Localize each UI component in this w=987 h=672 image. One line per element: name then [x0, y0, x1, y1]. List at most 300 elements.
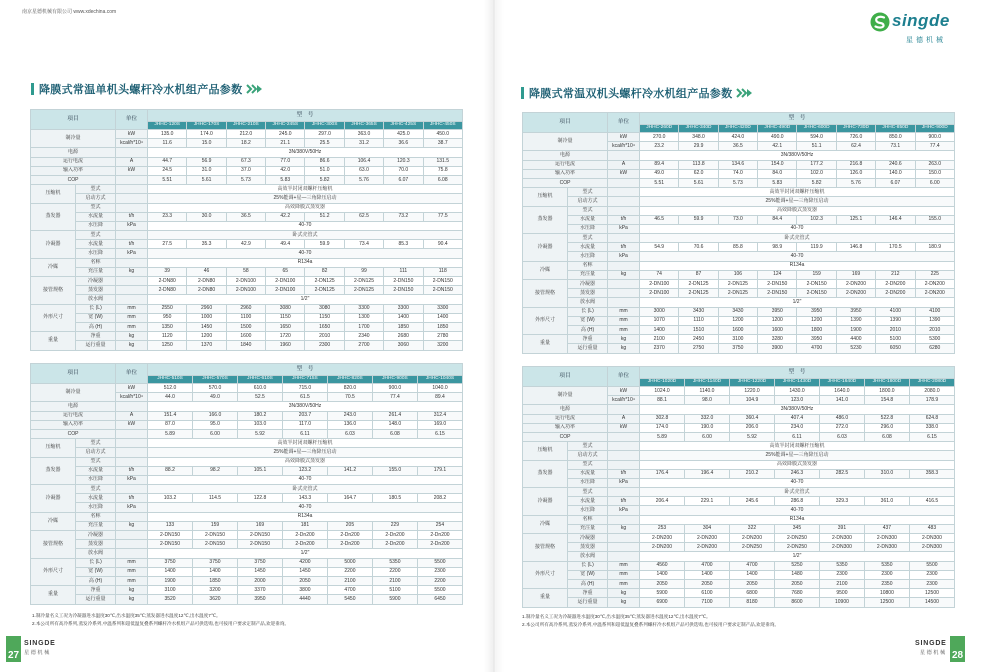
unit-cell: kg: [116, 595, 148, 604]
row-label: 外形尺寸: [523, 561, 568, 589]
value-cell: 99: [344, 267, 383, 276]
unit-header: 单位: [116, 110, 148, 130]
unit-cell: kg: [116, 586, 148, 595]
table-row: [31, 549, 463, 558]
value-cell: 2370: [640, 344, 679, 353]
value-cell: 1390: [876, 316, 915, 325]
unit-cell: kPa: [116, 475, 148, 484]
row-label: 运行电流: [523, 414, 608, 423]
value-cell: 296.0: [864, 423, 909, 432]
value-cell: 2010: [915, 325, 954, 334]
value-cell: 75.8: [423, 166, 462, 175]
unit-cell: [116, 429, 148, 438]
unit-cell: kg: [608, 598, 640, 607]
value-cell: 1140.0: [685, 387, 730, 396]
row-label: 电源: [523, 151, 608, 160]
unit-cell: kPa: [116, 503, 148, 512]
model-header: JHHC-120S: [148, 122, 187, 130]
table-row: [523, 524, 955, 533]
span-value-cell: 卧式壳管式: [148, 231, 463, 240]
value-cell: 113.8: [679, 160, 718, 169]
value-cell: 2010: [305, 332, 344, 341]
row-label: 重量: [31, 332, 76, 350]
value-cell: 2-DN300: [864, 543, 909, 552]
value-cell: 302.8: [640, 414, 685, 423]
unit-cell: [116, 439, 148, 448]
value-cell: 1800.0: [864, 387, 909, 396]
value-cell: 106.4: [344, 157, 383, 166]
value-cell: 88.2: [148, 466, 193, 475]
value-cell: 10800: [864, 589, 909, 598]
row-sublabel: 水流量: [76, 466, 116, 475]
value-cell: 4100: [915, 307, 954, 316]
row-label: 压缩机: [523, 188, 568, 206]
value-cell: 73.0: [718, 215, 757, 224]
value-cell: 1700: [344, 322, 383, 331]
span-value-cell: 3N/380V/50Hz: [640, 405, 955, 414]
value-cell: 44.0: [148, 393, 193, 402]
value-cell: 437: [864, 524, 909, 533]
value-cell: 5.82: [797, 178, 836, 187]
value-cell: 5.83: [758, 178, 797, 187]
model-header: JHHC-715S: [282, 376, 327, 384]
value-cell: 610.0: [237, 384, 282, 393]
value-cell: 104.9: [729, 396, 774, 405]
table-row: [523, 243, 955, 252]
unit-cell: mm: [608, 325, 640, 334]
table-row: [31, 429, 463, 438]
value-cell: 2-Dn200: [372, 540, 417, 549]
value-cell: 84.4: [758, 215, 797, 224]
value-cell: 123.2: [282, 466, 327, 475]
value-cell: 2-DN150: [148, 540, 193, 549]
value-cell: 5450: [327, 595, 372, 604]
value-cell: 424.0: [718, 133, 757, 142]
value-cell: 62.0: [679, 169, 718, 178]
value-cell: 2-DN200: [729, 534, 774, 543]
value-cell: 1300: [344, 313, 383, 322]
row-sublabel: 水压降: [568, 478, 608, 487]
row-sublabel: 宽 (W): [568, 316, 608, 325]
title-arrows-icon: [246, 84, 264, 94]
footer-brand: [24, 640, 56, 656]
value-cell: 65: [266, 267, 305, 276]
value-cell: 6450: [417, 595, 462, 604]
row-sublabel: 名称: [76, 258, 116, 267]
unit-cell: kg: [116, 341, 148, 350]
value-cell: 77.5: [423, 212, 462, 221]
value-cell: 54.9: [640, 243, 679, 252]
value-cell: 512.0: [148, 384, 193, 393]
value-cell: 2-DN150: [148, 531, 193, 540]
row-sublabel: 型式: [568, 488, 608, 497]
value-cell: 272.0: [819, 423, 864, 432]
value-cell: 2-DN150: [384, 286, 423, 295]
row-sublabel: 水流量: [76, 240, 116, 249]
value-cell: 2050: [685, 579, 730, 588]
value-cell: 254: [417, 521, 462, 530]
value-cell: 2300: [909, 579, 954, 588]
value-cell: 42.0: [266, 166, 305, 175]
value-cell: 1400: [193, 567, 238, 576]
table-row: [31, 203, 463, 212]
value-cell: 3060: [384, 341, 423, 350]
row-sublabel: 水压降: [76, 249, 116, 258]
row-sublabel: 蒸发器: [76, 540, 116, 549]
table-row: [31, 240, 463, 249]
row-sublabel: 放水阀: [76, 295, 116, 304]
table-row: [31, 475, 463, 484]
value-cell: 7680: [774, 589, 819, 598]
value-cell: 2-DN150: [237, 531, 282, 540]
table-row: [31, 166, 463, 175]
row-label: 电源: [31, 402, 116, 411]
value-cell: 1510: [679, 325, 718, 334]
table-row: [31, 448, 463, 457]
value-cell: 12500: [864, 598, 909, 607]
value-cell: 2-Dn200: [282, 531, 327, 540]
value-cell: 5.73: [226, 175, 265, 184]
value-cell: 4200: [282, 558, 327, 567]
value-cell: 36.5: [718, 142, 757, 151]
value-cell: 2-DN300: [819, 534, 864, 543]
row-sublabel: 型式: [76, 231, 116, 240]
unit-cell: t/h: [116, 212, 148, 221]
value-cell: 117.0: [282, 420, 327, 429]
value-cell: 206.4: [640, 497, 685, 506]
value-cell: 1840: [226, 341, 265, 350]
unit-cell: [116, 549, 148, 558]
value-cell: 51.0: [305, 166, 344, 175]
value-cell: 88.1: [640, 396, 685, 405]
dual-compressor-spec-table-1: [522, 112, 955, 354]
footer-brand-cn: 星德机械: [919, 650, 947, 656]
row-label: 外形尺寸: [31, 558, 76, 586]
table-row: [31, 384, 463, 393]
value-cell: 2100: [372, 576, 417, 585]
row-sublabel: 水压降: [568, 506, 608, 515]
model-header: JHHC-610S: [237, 376, 282, 384]
unit-cell: [116, 175, 148, 184]
unit-cell: t/h: [608, 215, 640, 224]
value-cell: 5230: [836, 344, 875, 353]
value-cell: 2-DN300: [864, 534, 909, 543]
unit-cell: [116, 277, 148, 286]
value-cell: 304: [685, 524, 730, 533]
value-cell: 4560: [640, 561, 685, 570]
unit-cell: [608, 298, 640, 307]
table-row: [523, 451, 955, 460]
value-cell: 483: [909, 524, 954, 533]
value-cell: 62.5: [344, 212, 383, 221]
value-cell: 2-DN80: [187, 277, 226, 286]
table-row: [31, 286, 463, 295]
value-cell: 123.0: [774, 396, 819, 405]
left-notes: [32, 612, 289, 628]
model-header: JHHC-1020D: [640, 379, 685, 387]
value-cell: 570.0: [193, 384, 238, 393]
value-cell: 70.0: [384, 166, 423, 175]
value-cell: 87: [679, 270, 718, 279]
value-cell: 87.0: [148, 420, 193, 429]
value-cell: 2960: [226, 304, 265, 313]
value-cell: 243.0: [327, 411, 372, 420]
value-cell: 5500: [417, 558, 462, 567]
logo-swirl-icon: [870, 12, 890, 32]
value-cell: 98.0: [685, 396, 730, 405]
value-cell: 37.0: [226, 166, 265, 175]
value-cell: 850.0: [876, 133, 915, 142]
value-cell: 134.6: [718, 160, 757, 169]
table-row: [523, 515, 955, 524]
row-label: 输入功率: [523, 169, 608, 178]
table-row: [523, 344, 955, 353]
value-cell: 10900: [819, 598, 864, 607]
row-label: COP: [31, 429, 116, 438]
value-cell: 1400: [148, 567, 193, 576]
value-cell: 312.4: [417, 411, 462, 420]
span-value-cell: 40-70: [640, 478, 955, 487]
table-row: [31, 148, 463, 157]
unit-cell: kg: [116, 332, 148, 341]
row-label: 冷媒: [31, 258, 76, 276]
value-cell: 36.6: [384, 139, 423, 148]
unit-cell: [608, 488, 640, 497]
row-sublabel: 水压降: [568, 224, 608, 233]
value-cell: 210.2: [729, 469, 774, 478]
value-cell: 253: [640, 524, 685, 533]
value-cell: 1390: [836, 316, 875, 325]
value-cell: 6900: [640, 598, 685, 607]
row-sublabel: 长 (L): [76, 304, 116, 313]
row-sublabel: 水压降: [76, 221, 116, 230]
span-value-cell: 高效半封闭双螺杆压缩机: [640, 188, 955, 197]
value-cell: 176.4: [640, 469, 685, 478]
span-value-cell: R134a: [148, 258, 463, 267]
value-cell: 206.0: [729, 423, 774, 432]
unit-cell: mm: [608, 307, 640, 316]
span-value-cell: 卧式壳管式: [640, 488, 955, 497]
table-row: [523, 206, 955, 215]
value-cell: 6.07: [876, 178, 915, 187]
unit-cell: [608, 178, 640, 187]
table-row: [31, 258, 463, 267]
value-cell: 1400: [423, 313, 462, 322]
value-cell: 2200: [372, 567, 417, 576]
value-cell: 21.1: [266, 139, 305, 148]
row-label: 蒸发器: [523, 460, 568, 488]
left-section-title: [31, 82, 264, 96]
row-sublabel: 水流量: [76, 494, 116, 503]
page-number: 27: [6, 636, 21, 662]
value-cell: 67.3: [226, 157, 265, 166]
value-cell: 245.0: [266, 130, 305, 139]
unit-cell: kcal/h*10⁴: [116, 139, 148, 148]
value-cell: 5.76: [836, 178, 875, 187]
row-label: 压缩机: [523, 442, 568, 460]
span-value-cell: 高效降膜式蒸发器: [640, 460, 955, 469]
value-cell: 234.0: [774, 423, 819, 432]
value-cell: 155.0: [915, 215, 954, 224]
value-cell: 2340: [344, 332, 383, 341]
unit-cell: [608, 280, 640, 289]
value-cell: 820.0: [327, 384, 372, 393]
table-row: [523, 469, 955, 478]
row-sublabel: 水流量: [568, 497, 608, 506]
value-cell: 1200: [797, 316, 836, 325]
table-row: [523, 224, 955, 233]
value-cell: 2-Dn200: [327, 540, 372, 549]
unit-cell: kcal/h*10⁴: [608, 142, 640, 151]
value-cell: 122.8: [237, 494, 282, 503]
note-line: 1.制冷量名义工况为冷凝器进水温度30℃,出水温度35℃;蒸发器进水温度12℃,出水温度7℃。: [32, 613, 221, 618]
value-cell: 124: [758, 270, 797, 279]
table-row: [31, 249, 463, 258]
unit-cell: [116, 540, 148, 549]
value-cell: 106: [718, 270, 757, 279]
value-cell: 7100: [685, 598, 730, 607]
value-cell: 84.0: [758, 169, 797, 178]
table-row: [31, 341, 463, 350]
value-cell: 3900: [758, 344, 797, 353]
model-header: JHHC-1800D: [864, 379, 909, 387]
value-cell: 3750: [193, 558, 238, 567]
table-row: [523, 561, 955, 570]
value-cell: 286.8: [774, 497, 819, 506]
row-label: 制冷量: [31, 130, 116, 148]
value-cell: 5100: [372, 586, 417, 595]
value-cell: 2750: [679, 344, 718, 353]
value-cell: 2100: [640, 335, 679, 344]
unit-cell: kg: [608, 335, 640, 344]
unit-cell: [608, 261, 640, 270]
unit-cell: mm: [608, 316, 640, 325]
value-cell: 6.03: [819, 432, 864, 441]
value-cell: 1650: [266, 322, 305, 331]
unit-cell: [116, 286, 148, 295]
unit-cell: mm: [116, 567, 148, 576]
row-sublabel: 启动方式: [568, 197, 608, 206]
row-label: 冷凝器: [31, 231, 76, 259]
value-cell: 155.0: [372, 466, 417, 475]
row-label: 冷凝器: [523, 234, 568, 262]
table-row: [523, 280, 955, 289]
value-cell: 5.51: [148, 175, 187, 184]
row-label: 蒸发器: [31, 457, 76, 485]
value-cell: 900.0: [915, 133, 954, 142]
value-cell: 180.9: [915, 243, 954, 252]
value-cell: 150.0: [915, 169, 954, 178]
title-arrows-icon: [736, 88, 754, 98]
value-cell: 2-DN150: [758, 280, 797, 289]
value-cell: 1850: [423, 322, 462, 331]
value-cell: 263.0: [915, 160, 954, 169]
value-cell: 151.4: [148, 411, 193, 420]
row-label: 冷凝器: [523, 488, 568, 516]
value-cell: 3950: [797, 307, 836, 316]
row-label: 压缩机: [31, 439, 76, 457]
value-cell: 141.0: [819, 396, 864, 405]
table-row: [523, 169, 955, 178]
row-sublabel: 名称: [568, 261, 608, 270]
value-cell: 62.4: [836, 142, 875, 151]
value-cell: 715.0: [282, 384, 327, 393]
value-cell: 31.2: [344, 139, 383, 148]
value-cell: 86.6: [305, 157, 344, 166]
table-row: [31, 586, 463, 595]
value-cell: 2780: [423, 332, 462, 341]
value-cell: 135.0: [148, 130, 187, 139]
unit-cell: mm: [116, 322, 148, 331]
unit-header: 单位: [116, 364, 148, 384]
value-cell: 6.15: [417, 429, 462, 438]
span-value-cell: 3N/380V/50Hz: [640, 151, 955, 160]
value-cell: 2550: [148, 304, 187, 313]
value-cell: 2300: [864, 570, 909, 579]
company-name: 南京星德机械有限公司 www.xdechina.com: [22, 9, 117, 15]
table-row: [31, 494, 463, 503]
table-row: [523, 188, 955, 197]
span-value-cell: 40-70: [640, 506, 955, 515]
table-row: [31, 277, 463, 286]
value-cell: 131.5: [423, 157, 462, 166]
unit-cell: [116, 203, 148, 212]
value-cell: 5.73: [718, 178, 757, 187]
value-cell: 3750: [718, 344, 757, 353]
unit-cell: [116, 185, 148, 194]
unit-cell: kPa: [608, 224, 640, 233]
row-sublabel: 冷凝器: [76, 531, 116, 540]
value-cell: 2-DN125: [679, 289, 718, 298]
value-cell: 1000: [187, 313, 226, 322]
value-cell: 51.2: [305, 212, 344, 221]
model-header: JHHC-900D: [915, 125, 954, 133]
value-cell: 3800: [282, 586, 327, 595]
value-cell: 15.0: [187, 139, 226, 148]
value-cell: 146.8: [836, 243, 875, 252]
value-cell: 5.89: [640, 432, 685, 441]
value-cell: 1800: [797, 325, 836, 334]
unit-cell: kW: [608, 387, 640, 396]
value-cell: 30.0: [187, 212, 226, 221]
unit-cell: [608, 206, 640, 215]
table-row: [523, 307, 955, 316]
span-value-cell: 卧式壳管式: [640, 234, 955, 243]
model-header: JHHC-340D: [679, 125, 718, 133]
unit-cell: mm: [116, 558, 148, 567]
model-header: JHHC-170S: [187, 122, 226, 130]
value-cell: 6800: [729, 589, 774, 598]
value-cell: 164.7: [327, 494, 372, 503]
row-label: 蒸发器: [523, 206, 568, 234]
value-cell: 180.2: [237, 411, 282, 420]
value-cell: 5000: [327, 558, 372, 567]
value-cell: 2-Dn200: [417, 540, 462, 549]
value-cell: 5350: [864, 561, 909, 570]
value-cell: 49.0: [193, 393, 238, 402]
span-value-cell: 25%能调+星—三角降压启动: [640, 451, 955, 460]
row-sublabel: 型式: [568, 460, 608, 469]
value-cell: 89.4: [640, 160, 679, 169]
value-cell: 490.0: [758, 133, 797, 142]
row-label: 输入功率: [523, 423, 608, 432]
table-row: [31, 130, 463, 139]
table-row: [523, 589, 955, 598]
table-row: [523, 335, 955, 344]
value-cell: 3300: [423, 304, 462, 313]
row-label: COP: [523, 432, 608, 441]
value-cell: 148.0: [372, 420, 417, 429]
